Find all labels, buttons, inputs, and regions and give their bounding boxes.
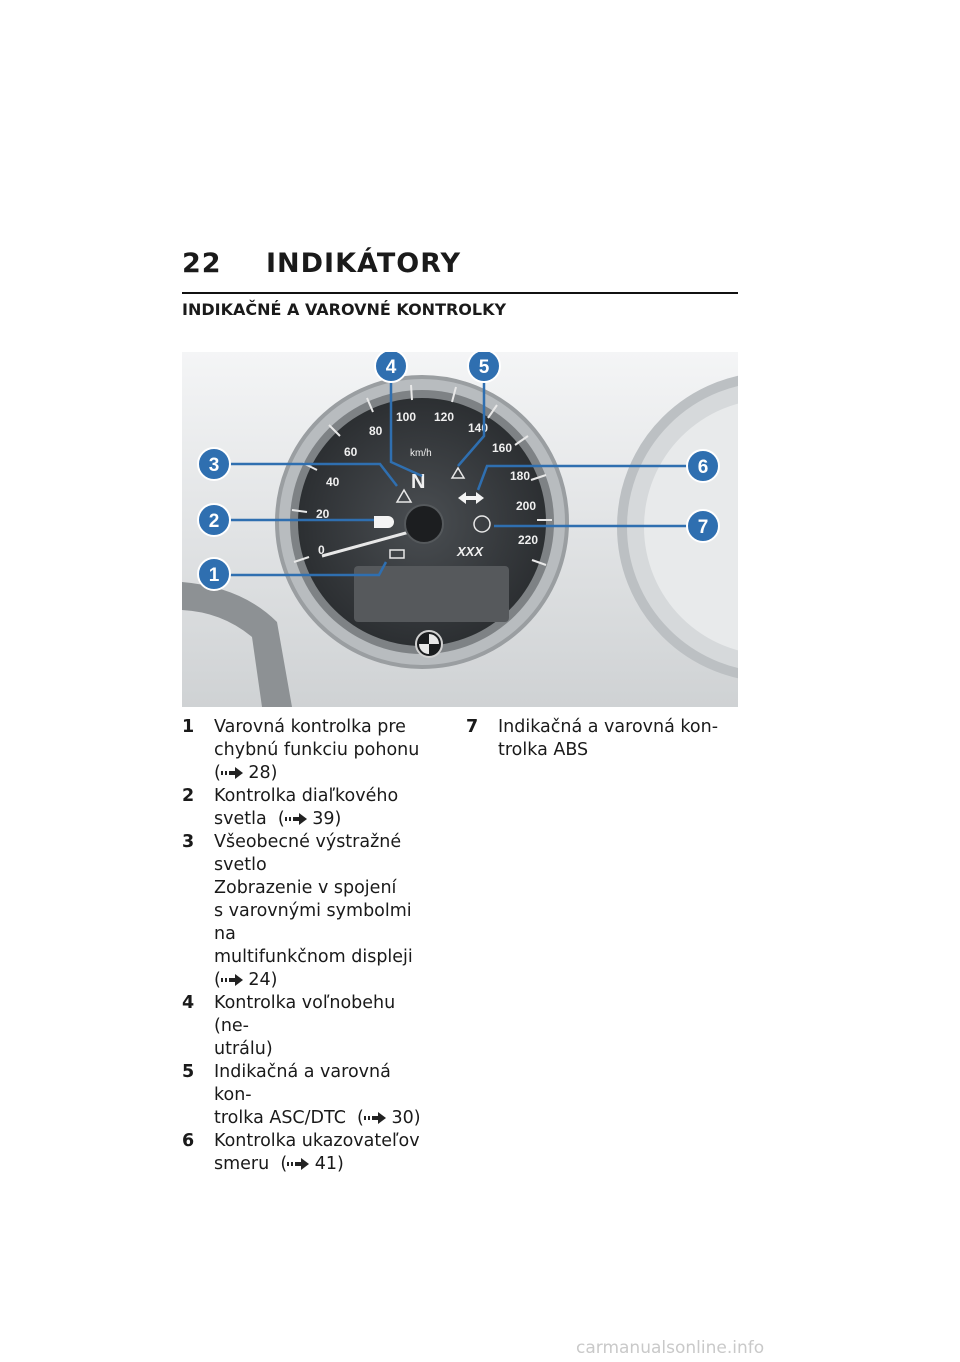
legend-text: Kontrolka voľnobehu (ne- — [214, 993, 396, 1036]
scale-label-160: 160 — [492, 441, 513, 455]
legend-num: 2 — [182, 786, 195, 806]
callout-3: 3 — [208, 455, 220, 476]
scale-label-40: 40 — [326, 475, 340, 489]
needle-hub — [405, 505, 443, 543]
legend-text: Všeobecné výstražné — [214, 832, 402, 852]
callout-2: 2 — [208, 511, 220, 532]
scale-label-100: 100 — [396, 410, 417, 424]
legend-text: svetlo — [214, 855, 267, 875]
legend-num: 7 — [466, 717, 479, 737]
watermark: carmanualsonline.info — [576, 1338, 765, 1358]
legend-text: Indikačná a varovná kon- — [498, 717, 719, 737]
legend-num: 3 — [182, 832, 195, 852]
legend-item-6: 6 Kontrolka ukazovateľov smeru ( 41) — [182, 1130, 432, 1176]
legend-text: Kontrolka ukazovateľov — [214, 1131, 420, 1151]
section-title: INDIKAČNÉ A VAROVNÉ KONTROLKY — [182, 300, 507, 319]
legend-item-5: 5 Indikačná a varovná kon- trolka ASC/DTC ( 30) — [182, 1061, 432, 1130]
scale-label-180: 180 — [510, 469, 531, 483]
legend-num: 1 — [182, 717, 195, 737]
legend-item-2: 2 Kontrolka diaľkového svetla ( 39) — [182, 785, 432, 831]
scale-label-120: 120 — [434, 410, 455, 424]
page-reference-arrow-icon — [364, 1112, 386, 1124]
gear-indicator: N — [411, 471, 426, 493]
legend-text: smeru — [214, 1154, 270, 1174]
legend-left-column — [182, 716, 432, 1176]
legend-text: trolka ASC/DTC — [214, 1108, 346, 1128]
page-reference-arrow-icon — [221, 974, 243, 986]
page-reference-arrow-icon — [287, 1158, 309, 1170]
legend-item-1: 1 Varovná kontrolka pre chybnú funkciu pohonu ( 28) — [182, 716, 432, 785]
legend-text: s varovnými symbolmi na — [214, 901, 412, 944]
speedometer-illustration — [182, 352, 738, 707]
legend-text: Varovná kontrolka pre — [214, 717, 406, 737]
legend-text: Indikačná a varovná kon- — [214, 1062, 391, 1105]
legend-text: Kontrolka diaľkového — [214, 786, 399, 806]
legend-item-4 — [182, 992, 432, 1061]
page-reference[interactable]: 41) — [314, 1154, 344, 1174]
scale-label-80: 80 — [369, 424, 383, 438]
callout-5: 5 — [478, 357, 490, 378]
scale-label-140: 140 — [468, 421, 489, 435]
legend-text: trolka ABS — [498, 740, 589, 760]
legend-right-column — [466, 716, 738, 762]
legend-item-7 — [466, 716, 738, 762]
scale-label-60: 60 — [344, 445, 358, 459]
chapter-title: INDIKÁTORY — [266, 248, 462, 279]
legend-text: Zobrazenie v spojení — [214, 878, 397, 898]
unit-label: km/h — [410, 448, 432, 459]
callout-4: 4 — [385, 357, 397, 378]
legend-num: 5 — [182, 1062, 195, 1082]
display-text: XXX — [457, 544, 484, 559]
scale-label-200: 200 — [516, 499, 537, 513]
legend-text: utrálu) — [214, 1039, 273, 1059]
header-rule — [182, 292, 738, 294]
instrument-cluster-figure — [182, 352, 738, 707]
legend-text: chybnú funkciu pohonu — [214, 740, 420, 760]
page-reference-arrow-icon — [285, 813, 307, 825]
legend-item-3: 3 Všeobecné výstražné svetlo Zobrazenie v spojení s varovnými symbolmi na multifunkčnom displeji ( 24) — [182, 831, 432, 992]
scale-label-220: 220 — [518, 533, 539, 547]
scale-label-20: 20 — [316, 507, 330, 521]
legend-text: multifunkčnom displeji — [214, 947, 413, 967]
legend-num: 6 — [182, 1131, 195, 1151]
scale-label-0: 0 — [318, 543, 325, 557]
legend-num: 4 — [182, 993, 195, 1013]
high-beam-icon — [374, 516, 394, 528]
callout-7: 7 — [697, 517, 709, 538]
callout-6: 6 — [697, 457, 709, 478]
page-reference[interactable]: 24) — [248, 970, 278, 990]
callout-1: 1 — [208, 565, 220, 586]
page-reference-arrow-icon — [221, 767, 243, 779]
page-reference[interactable]: 28) — [248, 763, 278, 783]
legend-text: svetla — [214, 809, 267, 829]
page-number: 22 — [182, 248, 222, 279]
page-reference[interactable]: 30) — [391, 1108, 421, 1128]
page-reference[interactable]: 39) — [312, 809, 342, 829]
